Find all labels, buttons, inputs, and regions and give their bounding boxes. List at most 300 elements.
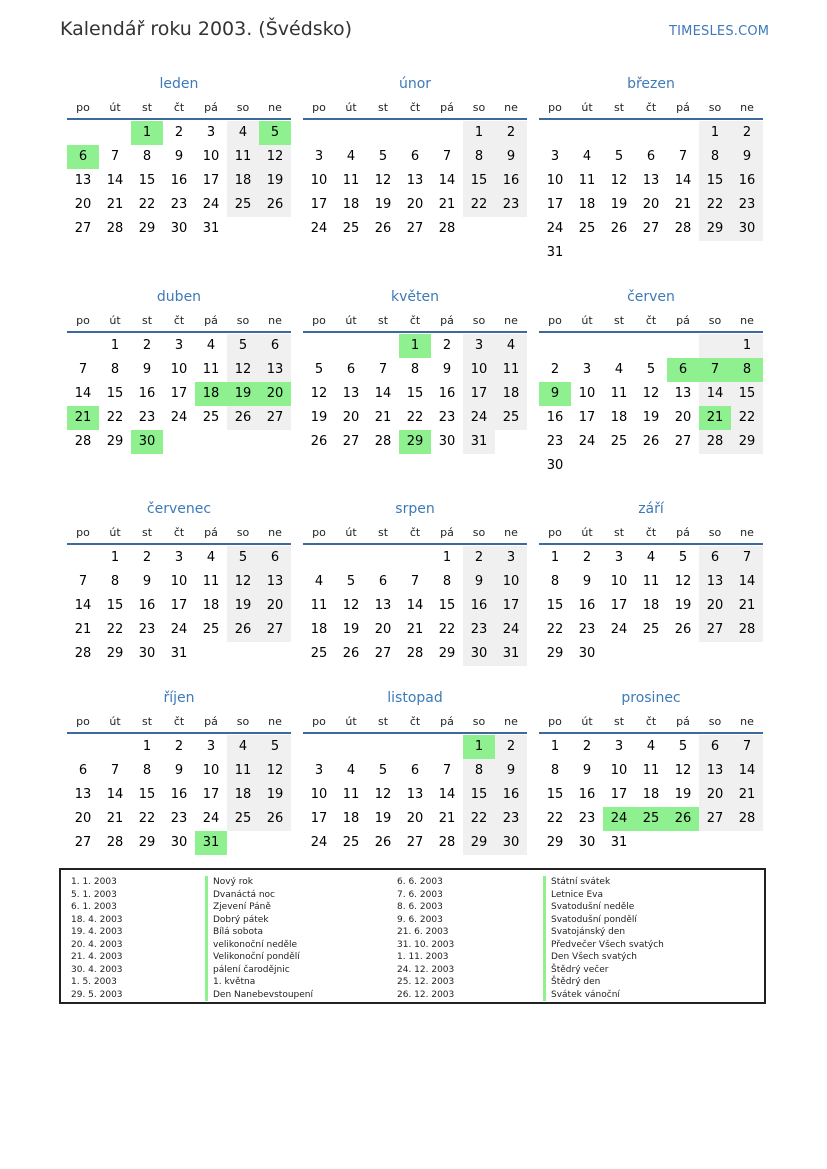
- day-cell: 25: [578, 221, 596, 236]
- weekday-label: pá: [440, 526, 454, 539]
- day-cell: 2: [495, 735, 527, 759]
- day-cell: 27: [699, 618, 731, 642]
- day-cell: 24: [170, 410, 188, 425]
- day-cell: 5: [678, 550, 688, 565]
- day-cell: 30: [578, 646, 596, 661]
- weekday-label: út: [345, 101, 357, 114]
- day-cell: 6: [78, 763, 88, 778]
- legend-holiday-name: Dvanáctá noc: [213, 889, 276, 900]
- weekday-label: čt: [173, 715, 185, 728]
- weekday-label: ne: [268, 101, 282, 114]
- day-cell: 29: [399, 430, 431, 454]
- day-cell: 25: [342, 835, 360, 850]
- day-cell: 10: [170, 574, 188, 589]
- weekday-label: st: [613, 314, 625, 327]
- day-cell: 2: [582, 739, 592, 754]
- legend-holiday-name: pálení čarodějnic: [213, 964, 290, 975]
- empty-cell: [667, 334, 699, 358]
- month-name: říjen: [163, 690, 195, 706]
- empty-cell: [399, 735, 431, 759]
- day-cell: 23: [170, 197, 188, 212]
- day-grid: [539, 121, 763, 265]
- weekday-label: ne: [268, 314, 282, 327]
- day-cell: 4: [227, 121, 259, 145]
- legend-holiday-name: velikonoční neděle: [213, 939, 298, 950]
- month-8: [303, 495, 527, 666]
- day-cell: 13: [674, 386, 692, 401]
- day-cell: 13: [74, 787, 92, 802]
- weekday-label: pá: [440, 715, 454, 728]
- day-cell: 8: [442, 574, 452, 589]
- weekday-label: so: [472, 715, 486, 728]
- day-cell: 13: [74, 173, 92, 188]
- day-cell: 25: [227, 807, 259, 831]
- empty-cell: [67, 121, 99, 145]
- day-grid: [67, 334, 291, 454]
- empty-cell: [303, 735, 335, 759]
- day-cell: 4: [206, 550, 216, 565]
- day-cell: 4: [495, 334, 527, 358]
- day-cell: 29: [106, 646, 124, 661]
- empty-cell: [67, 546, 99, 570]
- weekday-label: ne: [504, 101, 518, 114]
- day-cell: 30: [731, 217, 763, 241]
- day-cell: 10: [578, 386, 596, 401]
- day-cell: 24: [463, 406, 495, 430]
- day-cell: 21: [731, 594, 763, 618]
- day-cell: 10: [310, 787, 328, 802]
- day-cell: 15: [138, 787, 156, 802]
- day-cell: 13: [374, 598, 392, 613]
- day-cell: 26: [259, 807, 291, 831]
- day-cell: 16: [170, 787, 188, 802]
- day-cell: 4: [346, 149, 356, 164]
- empty-cell: [571, 334, 603, 358]
- day-cell: 30: [546, 458, 564, 473]
- day-cell: 15: [106, 598, 124, 613]
- day-cell: 16: [170, 173, 188, 188]
- day-cell: 28: [731, 807, 763, 831]
- day-cell: 20: [642, 197, 660, 212]
- day-cell: 9: [582, 574, 592, 589]
- weekday-label: pá: [440, 101, 454, 114]
- day-cell: 27: [406, 835, 424, 850]
- day-cell: 17: [463, 382, 495, 406]
- day-cell: 18: [202, 598, 220, 613]
- day-grid: [539, 546, 763, 666]
- day-cell: 31: [170, 646, 188, 661]
- day-cell: 6: [410, 149, 420, 164]
- weekday-label: so: [708, 526, 722, 539]
- day-cell: 28: [731, 618, 763, 642]
- day-cell: 17: [310, 197, 328, 212]
- day-cell: 9: [495, 145, 527, 169]
- empty-cell: [539, 121, 571, 145]
- day-cell: 18: [642, 787, 660, 802]
- day-cell: 13: [642, 173, 660, 188]
- weekday-label: so: [236, 314, 250, 327]
- day-cell: 21: [106, 811, 124, 826]
- day-cell: 29: [731, 430, 763, 454]
- day-cell: 4: [346, 763, 356, 778]
- weekday-label: po: [312, 715, 326, 728]
- day-cell: 17: [578, 410, 596, 425]
- day-cell: 26: [227, 618, 259, 642]
- day-cell: 22: [138, 197, 156, 212]
- month-5: [303, 283, 527, 454]
- day-cell: 24: [310, 221, 328, 236]
- weekday-label: pá: [676, 314, 690, 327]
- day-cell: 9: [463, 570, 495, 594]
- day-cell: 23: [438, 410, 456, 425]
- weekday-label: čt: [409, 715, 421, 728]
- day-grid: [67, 735, 291, 855]
- day-cell: 20: [699, 783, 731, 807]
- day-cell: 7: [78, 362, 88, 377]
- day-cell: 9: [174, 763, 184, 778]
- day-grid: [303, 735, 527, 855]
- month-name: leden: [159, 76, 199, 92]
- day-cell: 18: [227, 169, 259, 193]
- day-cell: 25: [310, 646, 328, 661]
- weekday-label: so: [236, 526, 250, 539]
- day-cell: 15: [463, 783, 495, 807]
- day-grid: [539, 735, 763, 855]
- day-cell: 7: [731, 735, 763, 759]
- month-1: [67, 70, 291, 241]
- day-cell: 26: [310, 434, 328, 449]
- legend-holiday-name: Den Všech svatých: [551, 952, 637, 962]
- day-cell: 22: [106, 622, 124, 637]
- day-cell: 31: [546, 245, 564, 260]
- empty-cell: [571, 121, 603, 145]
- day-cell: 19: [259, 169, 291, 193]
- day-cell: 12: [227, 358, 259, 382]
- day-cell: 11: [202, 574, 220, 589]
- weekday-label: po: [76, 314, 90, 327]
- day-cell: 7: [78, 574, 88, 589]
- day-cell: 19: [674, 598, 692, 613]
- day-cell: 8: [550, 763, 560, 778]
- legend-date: 25. 12. 2003: [397, 977, 455, 987]
- weekday-label: so: [236, 715, 250, 728]
- empty-cell: [303, 334, 335, 358]
- month-9: [539, 495, 763, 666]
- weekday-label: so: [236, 101, 250, 114]
- legend-holiday-name: Státní svátek: [551, 877, 611, 887]
- day-cell: 25: [635, 807, 667, 831]
- day-cell: 3: [614, 739, 624, 754]
- day-cell: 22: [406, 410, 424, 425]
- day-cell: 11: [342, 173, 360, 188]
- day-cell: 28: [74, 646, 92, 661]
- day-cell: 17: [495, 594, 527, 618]
- day-cell: 17: [610, 787, 628, 802]
- day-cell: 1: [131, 121, 163, 145]
- weekday-label: ne: [504, 715, 518, 728]
- day-cell: 17: [170, 386, 188, 401]
- weekday-header: [67, 98, 291, 120]
- month-3: [539, 70, 763, 265]
- day-cell: 13: [699, 759, 731, 783]
- day-cell: 19: [227, 382, 259, 406]
- day-cell: 5: [378, 149, 388, 164]
- legend-date: 1. 1. 2003: [71, 877, 117, 887]
- day-cell: 18: [342, 811, 360, 826]
- day-cell: 28: [374, 434, 392, 449]
- day-cell: 5: [259, 121, 291, 145]
- day-cell: 28: [699, 430, 731, 454]
- day-cell: 27: [259, 618, 291, 642]
- empty-cell: [699, 334, 731, 358]
- day-cell: 17: [546, 197, 564, 212]
- day-cell: 7: [442, 763, 452, 778]
- day-cell: 21: [67, 406, 99, 430]
- day-cell: 2: [582, 550, 592, 565]
- day-cell: 20: [342, 410, 360, 425]
- month-name: březen: [627, 76, 675, 92]
- legend-holiday-name: Svatojánský den: [551, 927, 626, 937]
- day-cell: 13: [406, 173, 424, 188]
- day-grid: [303, 546, 527, 666]
- day-cell: 9: [142, 574, 152, 589]
- day-cell: 6: [699, 546, 731, 570]
- weekday-label: čt: [173, 526, 185, 539]
- day-cell: 6: [667, 358, 699, 382]
- day-cell: 11: [495, 358, 527, 382]
- day-cell: 10: [610, 763, 628, 778]
- day-cell: 14: [74, 598, 92, 613]
- empty-cell: [335, 334, 367, 358]
- day-cell: 17: [310, 811, 328, 826]
- month-name: únor: [398, 76, 432, 92]
- legend-date: 8. 6. 2003: [397, 902, 443, 912]
- day-cell: 18: [578, 197, 596, 212]
- day-cell: 8: [110, 574, 120, 589]
- day-cell: 22: [546, 622, 564, 637]
- day-cell: 17: [202, 173, 220, 188]
- day-cell: 1: [731, 334, 763, 358]
- day-cell: 16: [731, 169, 763, 193]
- day-cell: 26: [227, 406, 259, 430]
- day-cell: 28: [438, 835, 456, 850]
- weekday-label: ne: [740, 715, 754, 728]
- day-cell: 11: [202, 362, 220, 377]
- weekday-label: út: [109, 715, 121, 728]
- page-title: Kalendář roku 2003. (Švédsko): [60, 18, 353, 40]
- day-cell: 2: [174, 125, 184, 140]
- month-7: [67, 495, 291, 666]
- site-link[interactable]: TIMESLES.COM: [669, 24, 770, 39]
- day-cell: 20: [74, 811, 92, 826]
- legend-holiday-name: Dobrý pátek: [213, 914, 269, 925]
- day-cell: 11: [642, 763, 660, 778]
- day-cell: 5: [227, 546, 259, 570]
- empty-cell: [603, 334, 635, 358]
- day-cell: 27: [699, 807, 731, 831]
- weekday-label: út: [345, 715, 357, 728]
- day-cell: 1: [399, 334, 431, 358]
- day-cell: 22: [106, 410, 124, 425]
- day-cell: 16: [463, 594, 495, 618]
- day-cell: 17: [610, 598, 628, 613]
- day-cell: 15: [106, 386, 124, 401]
- day-cell: 27: [374, 646, 392, 661]
- day-cell: 4: [582, 149, 592, 164]
- day-cell: 3: [174, 338, 184, 353]
- weekday-label: ne: [268, 715, 282, 728]
- day-cell: 26: [374, 835, 392, 850]
- day-cell: 24: [610, 622, 628, 637]
- legend-holiday-name: Svatodušní neděle: [551, 902, 635, 912]
- legend-holiday-name: Svatodušní pondělí: [551, 914, 637, 925]
- day-cell: 30: [170, 221, 188, 236]
- day-cell: 18: [495, 382, 527, 406]
- day-cell: 22: [546, 811, 564, 826]
- day-cell: 11: [578, 173, 596, 188]
- weekday-header: [67, 311, 291, 333]
- legend-date: 24. 12. 2003: [397, 964, 455, 975]
- day-cell: 14: [731, 759, 763, 783]
- day-cell: 10: [610, 574, 628, 589]
- day-cell: 1: [142, 739, 152, 754]
- weekday-label: st: [141, 101, 153, 114]
- empty-cell: [431, 735, 463, 759]
- day-cell: 14: [438, 787, 456, 802]
- day-cell: 15: [406, 386, 424, 401]
- day-grid: [539, 334, 763, 478]
- day-cell: 29: [438, 646, 456, 661]
- legend-holiday-name: Štědrý den: [551, 977, 601, 987]
- day-cell: 5: [646, 362, 656, 377]
- day-cell: 23: [578, 811, 596, 826]
- legend-date: 31. 10. 2003: [397, 939, 455, 950]
- day-grid: [303, 334, 527, 454]
- day-cell: 30: [463, 642, 495, 666]
- day-cell: 15: [546, 598, 564, 613]
- day-cell: 10: [202, 763, 220, 778]
- day-cell: 12: [674, 574, 692, 589]
- day-cell: 4: [227, 735, 259, 759]
- day-cell: 27: [674, 434, 692, 449]
- day-cell: 16: [546, 410, 564, 425]
- empty-cell: [99, 735, 131, 759]
- day-cell: 10: [202, 149, 220, 164]
- day-cell: 4: [614, 362, 624, 377]
- day-cell: 26: [342, 646, 360, 661]
- day-cell: 30: [495, 831, 527, 855]
- empty-cell: [303, 546, 335, 570]
- weekday-label: st: [141, 314, 153, 327]
- day-cell: 22: [699, 193, 731, 217]
- day-cell: 1: [699, 121, 731, 145]
- day-cell: 3: [495, 546, 527, 570]
- weekday-label: ne: [740, 314, 754, 327]
- day-cell: 12: [342, 598, 360, 613]
- day-cell: 7: [442, 149, 452, 164]
- empty-cell: [367, 121, 399, 145]
- day-cell: 18: [610, 410, 628, 425]
- weekday-label: po: [76, 526, 90, 539]
- day-cell: 11: [642, 574, 660, 589]
- empty-cell: [335, 735, 367, 759]
- day-cell: 26: [610, 221, 628, 236]
- day-cell: 2: [731, 121, 763, 145]
- day-cell: 16: [438, 386, 456, 401]
- legend-names-col-1: [205, 876, 313, 1001]
- day-cell: 8: [142, 763, 152, 778]
- day-grid: [303, 121, 527, 241]
- weekday-header: [539, 98, 763, 120]
- day-cell: 23: [138, 410, 156, 425]
- day-cell: 27: [259, 406, 291, 430]
- weekday-label: st: [377, 715, 389, 728]
- empty-cell: [367, 546, 399, 570]
- weekday-label: po: [76, 101, 90, 114]
- day-cell: 18: [310, 622, 328, 637]
- weekday-label: st: [141, 715, 153, 728]
- weekday-header: [539, 311, 763, 333]
- day-cell: 20: [374, 622, 392, 637]
- day-cell: 23: [731, 193, 763, 217]
- day-cell: 13: [699, 570, 731, 594]
- month-name: červen: [627, 289, 675, 305]
- day-cell: 16: [578, 787, 596, 802]
- day-cell: 26: [259, 193, 291, 217]
- day-cell: 24: [202, 811, 220, 826]
- weekday-label: čt: [645, 715, 657, 728]
- day-cell: 6: [67, 145, 99, 169]
- day-cell: 1: [110, 550, 120, 565]
- empty-cell: [431, 121, 463, 145]
- day-cell: 25: [202, 410, 220, 425]
- weekday-header: [303, 523, 527, 545]
- legend-date: 6. 6. 2003: [397, 877, 443, 887]
- day-cell: 1: [442, 550, 452, 565]
- weekday-label: pá: [676, 526, 690, 539]
- day-cell: 24: [495, 618, 527, 642]
- day-cell: 4: [646, 550, 656, 565]
- day-cell: 1: [110, 338, 120, 353]
- weekday-label: čt: [409, 101, 421, 114]
- day-cell: 9: [142, 362, 152, 377]
- day-cell: 8: [463, 145, 495, 169]
- weekday-label: út: [109, 526, 121, 539]
- day-cell: 19: [374, 811, 392, 826]
- weekday-label: út: [345, 314, 357, 327]
- day-cell: 2: [142, 338, 152, 353]
- month-12: [539, 684, 763, 855]
- day-cell: 2: [495, 121, 527, 145]
- day-cell: 19: [259, 783, 291, 807]
- day-cell: 29: [699, 217, 731, 241]
- day-cell: 10: [463, 358, 495, 382]
- day-cell: 6: [259, 334, 291, 358]
- weekday-label: so: [472, 526, 486, 539]
- weekday-label: ne: [740, 101, 754, 114]
- day-cell: 27: [406, 221, 424, 236]
- day-cell: 8: [731, 358, 763, 382]
- day-cell: 27: [74, 221, 92, 236]
- weekday-label: út: [581, 526, 593, 539]
- weekday-header: [303, 311, 527, 333]
- day-cell: 29: [463, 831, 495, 855]
- day-cell: 12: [374, 787, 392, 802]
- weekday-label: čt: [173, 314, 185, 327]
- day-cell: 5: [227, 334, 259, 358]
- day-cell: 12: [259, 145, 291, 169]
- day-cell: 7: [110, 763, 120, 778]
